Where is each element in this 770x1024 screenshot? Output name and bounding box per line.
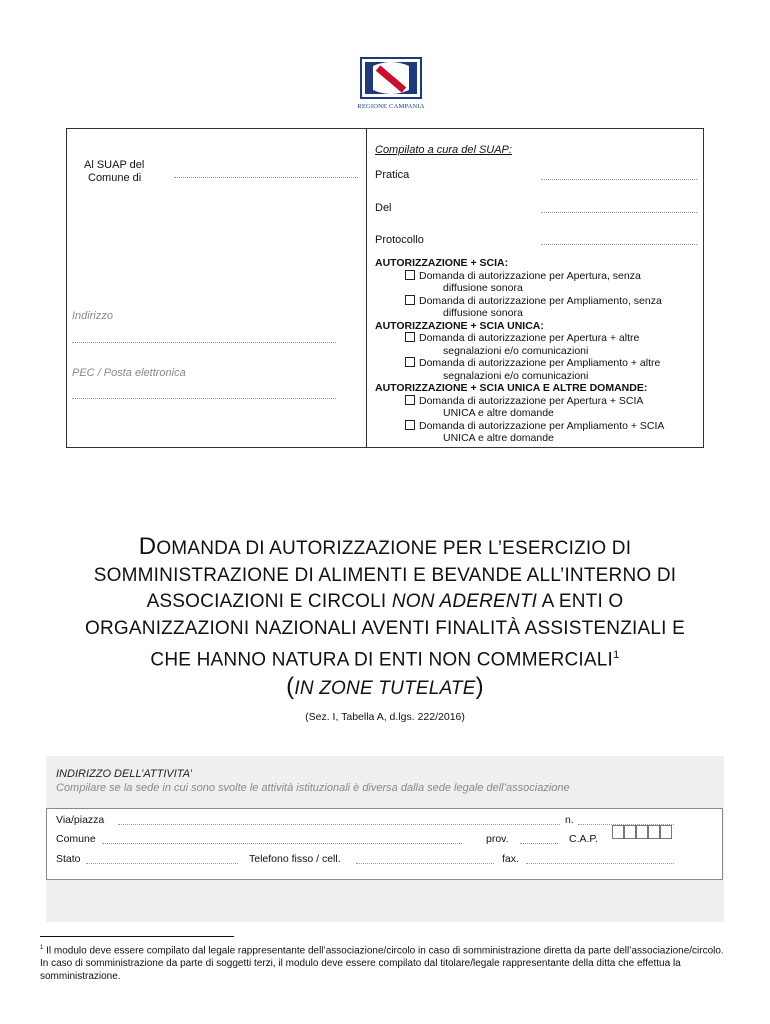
title-line5: CHE HANNO NATURA DI ENTI NON COMMERCIALI: [150, 649, 614, 671]
protocollo-label: Protocollo: [375, 234, 424, 246]
title-line4: ORGANIZZAZIONI NAZIONALI AVENTI FINALITÀ ASSISTENZIALI E: [85, 617, 685, 639]
option-continuation: diffusione sonora: [443, 307, 523, 319]
option-continuation: UNICA e altre domande: [443, 432, 554, 444]
prov-label: prov.: [486, 833, 509, 845]
option-item[interactable]: Domanda di autorizzazione per Ampliamento + altre: [375, 357, 701, 370]
activity-address-note: Compilare se la sede in cui sono svolte le attività istituzionali è diversa dalla sede legale dell’associazione: [56, 782, 570, 794]
option-continuation: segnalazioni e/o comunicazioni: [443, 344, 589, 357]
document-title: [40, 534, 730, 702]
via-label: Via/piazza: [56, 814, 105, 826]
option-continuation: segnalazioni e/o comunicazioni: [443, 369, 589, 382]
checkbox[interactable]: [405, 395, 415, 405]
option-item[interactable]: Domanda di autorizzazione per Ampliamento, senza: [375, 295, 701, 308]
title-line3-post: A ENTI O: [537, 591, 624, 612]
title-paren-open: (: [286, 672, 295, 700]
footnote: [40, 942, 730, 983]
via-field[interactable]: [118, 824, 560, 825]
cap-digit-box[interactable]: [624, 825, 636, 839]
cap-digit-box[interactable]: [648, 825, 660, 839]
checkbox[interactable]: [405, 420, 415, 430]
prov-field[interactable]: [520, 843, 558, 844]
option-item[interactable]: Domanda di autorizzazione per Apertura + altre: [375, 332, 701, 345]
footnote-marker: 1: [40, 945, 44, 951]
suap-label-line2: Comune di: [88, 172, 142, 184]
indirizzo-label: Indirizzo: [72, 310, 113, 322]
title-paren-close: ): [475, 672, 484, 700]
group-heading: AUTORIZZAZIONE + SCIA:: [375, 257, 509, 269]
footnote-rule: [40, 936, 234, 937]
telefono-field[interactable]: [356, 863, 494, 864]
group-heading: AUTORIZZAZIONE + SCIA UNICA E ALTRE DOMANDE:: [375, 382, 648, 394]
title-line3-italic: NON ADERENTI: [391, 591, 538, 612]
activity-address-heading: INDIRIZZO DELL’ATTIVITA’: [56, 768, 193, 780]
title-footnote-ref[interactable]: 1: [613, 649, 620, 661]
footnote-text: Il modulo deve essere compilato dal legale rappresentante dell’associazione/circolo in caso di somministrazione diretta da parte dell’associazione/circolo. In caso di somministrazione da parte di soggetti terzi, il modulo deve essere compilato dal titolare/legale rappresentante della ditta che effettua la somministrazione.: [40, 945, 724, 983]
stato-label: Stato: [56, 853, 81, 865]
title-line3-pre: ASSOCIAZIONI E CIRCOLI: [146, 591, 392, 612]
header-divider: [366, 128, 367, 448]
comune-field[interactable]: [174, 177, 358, 178]
title-initial: D: [138, 533, 157, 560]
comune-label: Comune: [56, 833, 96, 845]
cap-field[interactable]: [612, 825, 672, 839]
pec-label: PEC / Posta elettronica: [72, 367, 186, 379]
cap-digit-box[interactable]: [636, 825, 648, 839]
indirizzo-field[interactable]: [72, 342, 336, 343]
checkbox[interactable]: [405, 295, 415, 305]
stato-field[interactable]: [86, 863, 238, 864]
option-item[interactable]: Domanda di autorizzazione per Apertura, senza: [375, 270, 701, 283]
option-item[interactable]: Domanda di autorizzazione per Ampliamento + SCIA: [375, 420, 701, 433]
protocollo-field[interactable]: [541, 244, 697, 245]
compilato-label: Compilato a cura del SUAP:: [375, 144, 512, 156]
civic-number-label: n.: [565, 814, 574, 826]
title-line1: OMANDA DI AUTORIZZAZIONE PER L’ESERCIZIO DI: [156, 538, 632, 559]
title-line6-italic: IN ZONE TUTELATE: [294, 677, 476, 699]
cap-digit-box[interactable]: [660, 825, 672, 839]
pec-field[interactable]: [72, 398, 336, 399]
suap-label-line1: Al SUAP del: [84, 159, 145, 171]
fax-label: fax.: [502, 853, 519, 865]
comune-address-field[interactable]: [102, 843, 462, 844]
activity-address-fields: [46, 808, 723, 880]
logo-caption: REGIONE CAMPANIA: [357, 103, 425, 110]
title-line2: SOMMINISTRAZIONE DI ALIMENTI E BEVANDE ALL’INTERNO DI: [93, 564, 677, 586]
checkbox[interactable]: [405, 357, 415, 367]
request-type-options: [375, 257, 701, 445]
option-continuation: UNICA e altre domande: [443, 407, 554, 419]
telefono-label: Telefono fisso / cell.: [249, 853, 341, 865]
regione-campania-logo: [356, 56, 426, 116]
del-field[interactable]: [541, 212, 697, 213]
cap-label: C.A.P.: [569, 833, 598, 845]
group-heading: AUTORIZZAZIONE + SCIA UNICA:: [375, 319, 544, 332]
legal-reference: (Sez. I, Tabella A, d.lgs. 222/2016): [305, 711, 465, 723]
pratica-field[interactable]: [541, 179, 697, 180]
checkbox[interactable]: [405, 270, 415, 280]
cap-digit-box[interactable]: [612, 825, 624, 839]
regione-campania-emblem-icon: [356, 56, 426, 102]
fax-field[interactable]: [526, 863, 674, 864]
option-item[interactable]: Domanda di autorizzazione per Apertura + SCIA: [375, 395, 701, 408]
option-continuation: diffusione sonora: [443, 282, 523, 294]
del-label: Del: [375, 202, 392, 214]
checkbox[interactable]: [405, 332, 415, 342]
pratica-label: Pratica: [375, 169, 410, 181]
